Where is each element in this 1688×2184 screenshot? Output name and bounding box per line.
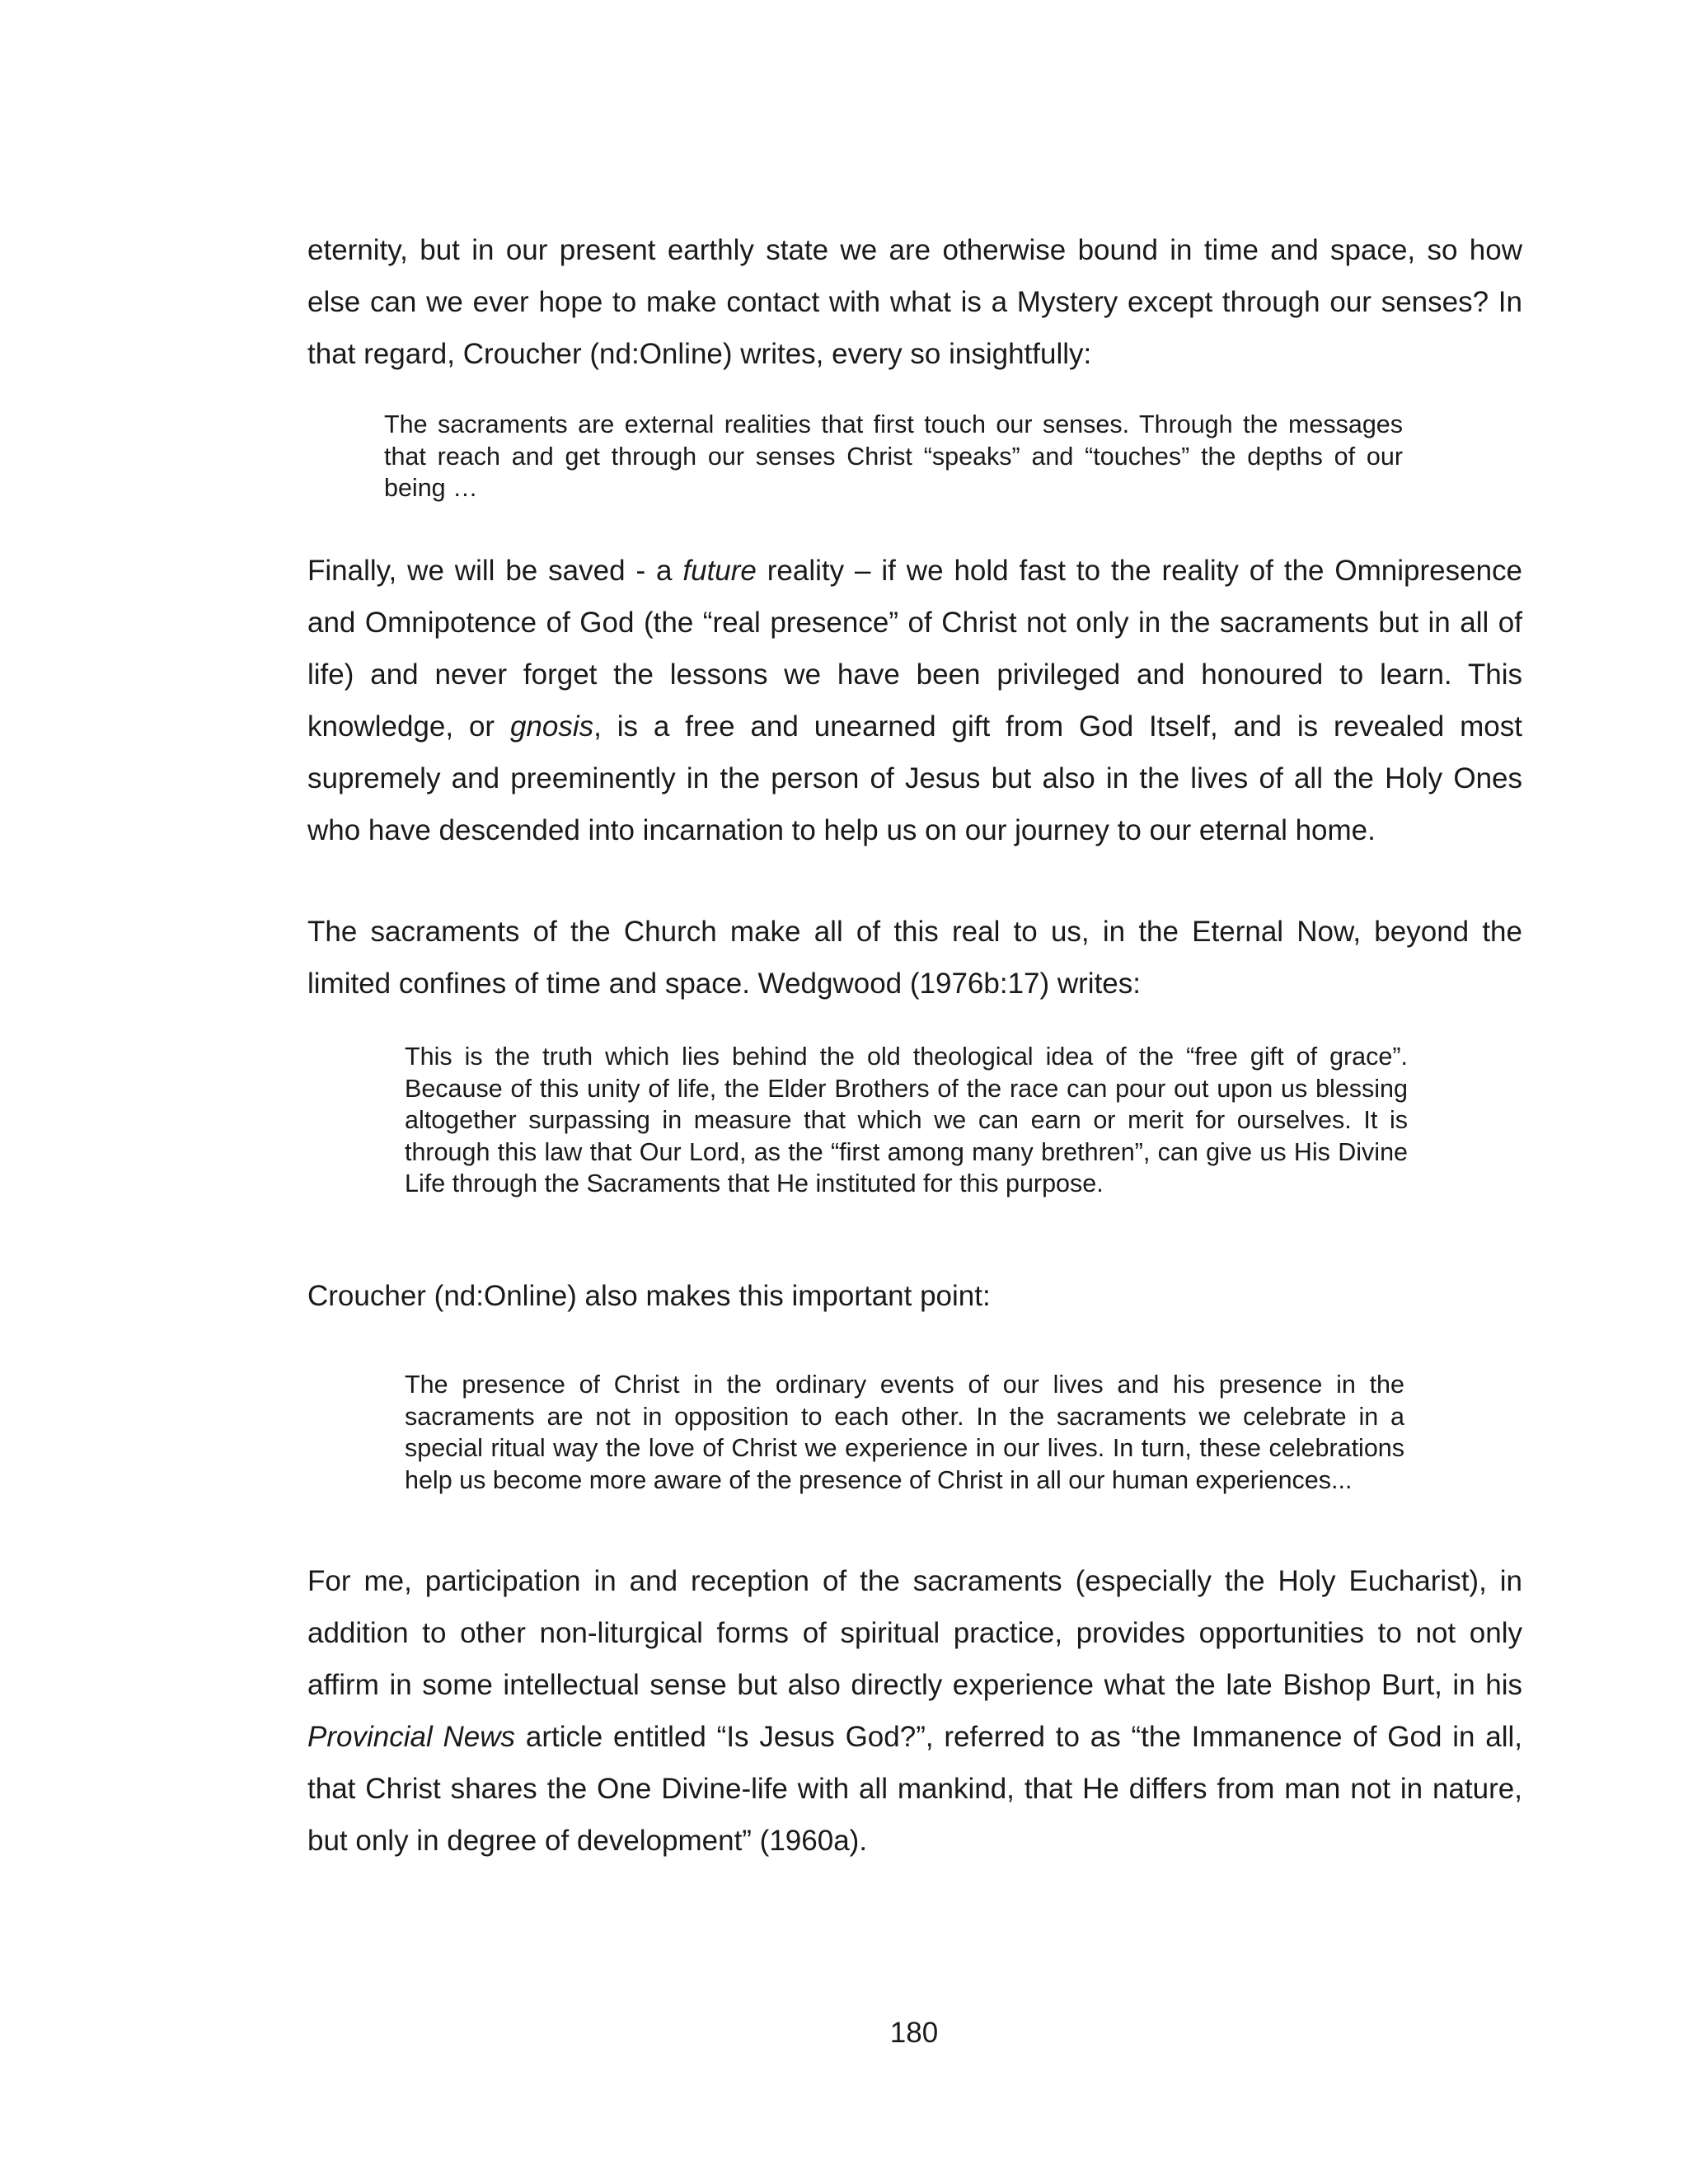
italic-term: gnosis (509, 710, 594, 743)
paragraph-text: Finally, we will be saved - a (307, 555, 683, 587)
block-quote: The sacraments are external realities that first touch our senses. Through the messages that reach and get through our senses Christ “speaks” and “touches” the depths of our being … (384, 410, 1403, 502)
page-number: 180 (889, 2017, 939, 2049)
paragraph-text: For me, participation in and reception of the sacraments (especially the Holy Eucharist), in addition to other non-liturgical forms of spiritual practice, provides opportunities to not only affirm in some intellectual sense but also directly experience what the late Bishop Burt, in his (307, 1565, 1522, 1701)
body-paragraph: eternity, but in our present earthly state we are otherwise bound in time and space, so how else can we ever hope to make contact with what is a Mystery except through our senses? In that regard, Croucher (nd:Online) writes, every so insightfully: (307, 234, 1522, 370)
block-quote: This is the truth which lies behind the old theological idea of the “free gift of grace”. Because of this unity of life, the Elder Brothers of the race can pour out upon us blessing altogether surpassing in measure that which we can earn or merit for ourselves. It is through this law that Our Lord, as the “first among many brethren”, can give us His Divine Life through the Sacraments that He instituted for this purpose. (405, 1043, 1408, 1197)
paragraph-text: reality – if we hold fast to the reality of the Omnipresence and Omnipotence of God (the “real presence” of Christ not only in the sacraments but in all of life) and never forget the lessons we have been privileged and honoured to learn. This knowledge, or (307, 555, 1523, 743)
italic-term: future (682, 555, 757, 587)
paragraph-text: article entitled “Is Jesus God?”, referred to as “the Immanence of God in all, that Christ shares the One Divine-life with all mankind, that He differs from man not in nature, but only in degree of development” (1960a). (307, 1721, 1523, 1857)
paragraph-text: , is a free and unearned gift from God Itself, and is revealed most supremely and preeminently in the person of Jesus but also in the lives of all the Holy Ones who have descended into incarnation to help us on our journey to our eternal home. (307, 710, 1522, 846)
body-paragraph: Croucher (nd:Online) also makes this important point: (307, 1280, 991, 1312)
body-paragraph: The sacraments of the Church make all of this real to us, in the Eternal Now, beyond the limited confines of time and space. Wedgwood (1976b:17) writes: (307, 916, 1522, 1000)
block-quote: The presence of Christ in the ordinary events of our lives and his presence in the sacraments are not in opposition to each other. In the sacraments we celebrate in a special ritual way the love of Christ we experience in our lives. In turn, these celebrations help us become more aware of the presence of Christ in all our human experiences... (405, 1371, 1404, 1494)
italic-title: Provincial News (307, 1721, 516, 1753)
